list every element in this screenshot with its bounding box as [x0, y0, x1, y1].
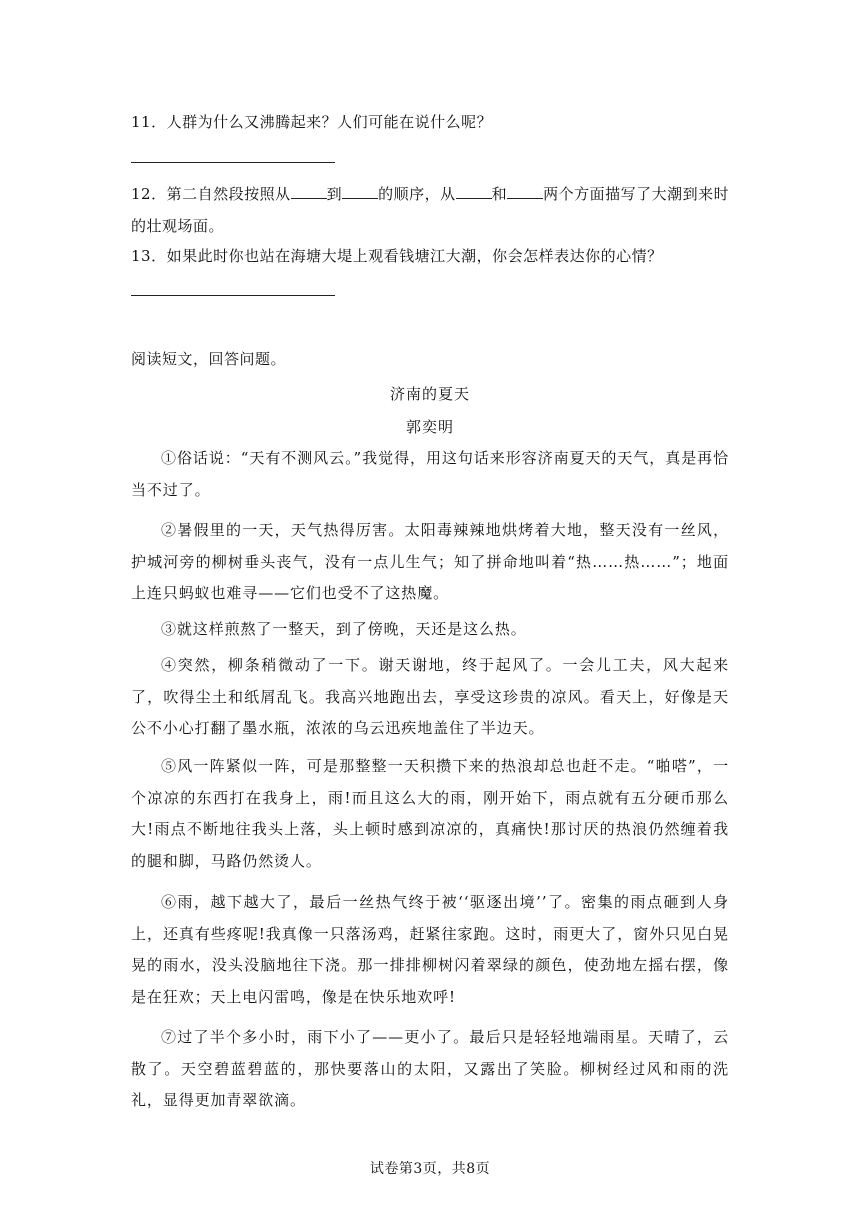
reading-instruction: 阅读短文，回答问题。: [131, 350, 287, 368]
blank-2[interactable]: [342, 184, 378, 199]
question-11: 11．人群为什么又沸腾起来？人们可能在说什么呢？: [131, 113, 493, 131]
passage-title: 济南的夏天: [389, 385, 470, 403]
page-footer: 试卷第3页，共8页: [369, 1161, 491, 1177]
question-13: 13．如果此时你也站在海塘大堤上观看钱塘江大潮，你会怎样表达你的心情？: [131, 247, 663, 265]
question-12-part-3: 的顺序，从: [378, 185, 456, 203]
paragraph-6: ⑥雨，越下越大了，最后一丝热气终于被‘‘驱逐出境’’了。密集的雨点砸到人身上，还真有些疼呢!我真像一只落汤鸡，赶紧往家跑。这时，雨更大了，窗外只见白晃晃的雨水，没头没脑地往下浇。那一排排柳树闪着翠绿的颜色，使劲地左摇右摆，像是在狂欢；天上电闪雷鸣，像是在快乐地欢呼!: [131, 893, 729, 1006]
blank-4[interactable]: [507, 184, 543, 199]
question-12-part-2: 到: [326, 185, 343, 203]
question-12: [131, 178, 731, 242]
paragraph-1: ①俗话说：“天有不测风云。”我觉得，用这句话来形容济南夏天的天气，真是再恰当不过了。: [131, 449, 729, 499]
paragraph-2: ②暑假里的一天，天气热得厉害。太阳毒辣辣地烘烤着大地，整天没有一丝风，护城河旁的柳树垂头丧气，没有一点儿生气；知了拼命地叫着“热……热……”；地面上连只蚂蚁也难寻——它们也受不了这热魔。: [131, 521, 729, 602]
blank-3[interactable]: [456, 184, 492, 199]
question-12-part-5: 两个方面描写了大潮到来时的壮观场面。: [131, 185, 730, 235]
paragraph-3: ③就这样煎熬了一整天，到了傍晚，天还是这么热。: [161, 620, 527, 638]
question-12-part-1: 12．第二自然段按照从: [131, 185, 291, 203]
answer-line-11[interactable]: [131, 162, 335, 163]
question-12-part-4: 和: [491, 185, 508, 203]
answer-line-13[interactable]: [131, 295, 335, 296]
paragraph-4: ④突然，柳条稍微动了一下。谢天谢地，终于起风了。一会儿工夫，风大起来了，吹得尘土和纸屑乱飞。我高兴地跑出去，享受这珍贵的凉风。看天上，好像是天公不小心打翻了墨水瓶，浓浓的乌云迅疾地盖住了半边天。: [131, 656, 729, 737]
blank-1[interactable]: [291, 184, 327, 199]
paragraph-5: ⑤风一阵紧似一阵，可是那整整一天积攒下来的热浪却总也赶不走。“啪嗒”，一个凉凉的东西打在我身上，雨!而且这么大的雨，刚开始下，雨点就有五分硬币那么大!雨点不断地往我头上落，头上顿时感到凉凉的，真痛快!那讨厌的热浪仍然缠着我的腿和脚，马路仍然烫人。: [131, 757, 729, 870]
paragraph-7: ⑦过了半个多小时，雨下小了——更小了。最后只是轻轻地端雨星。天晴了，云散了。天空碧蓝碧蓝的，那快要落山的太阳，又露出了笑脸。柳树经过风和雨的洗礼，显得更加青翠欲滴。: [131, 1028, 729, 1109]
passage-author: 郭奕明: [405, 418, 454, 436]
